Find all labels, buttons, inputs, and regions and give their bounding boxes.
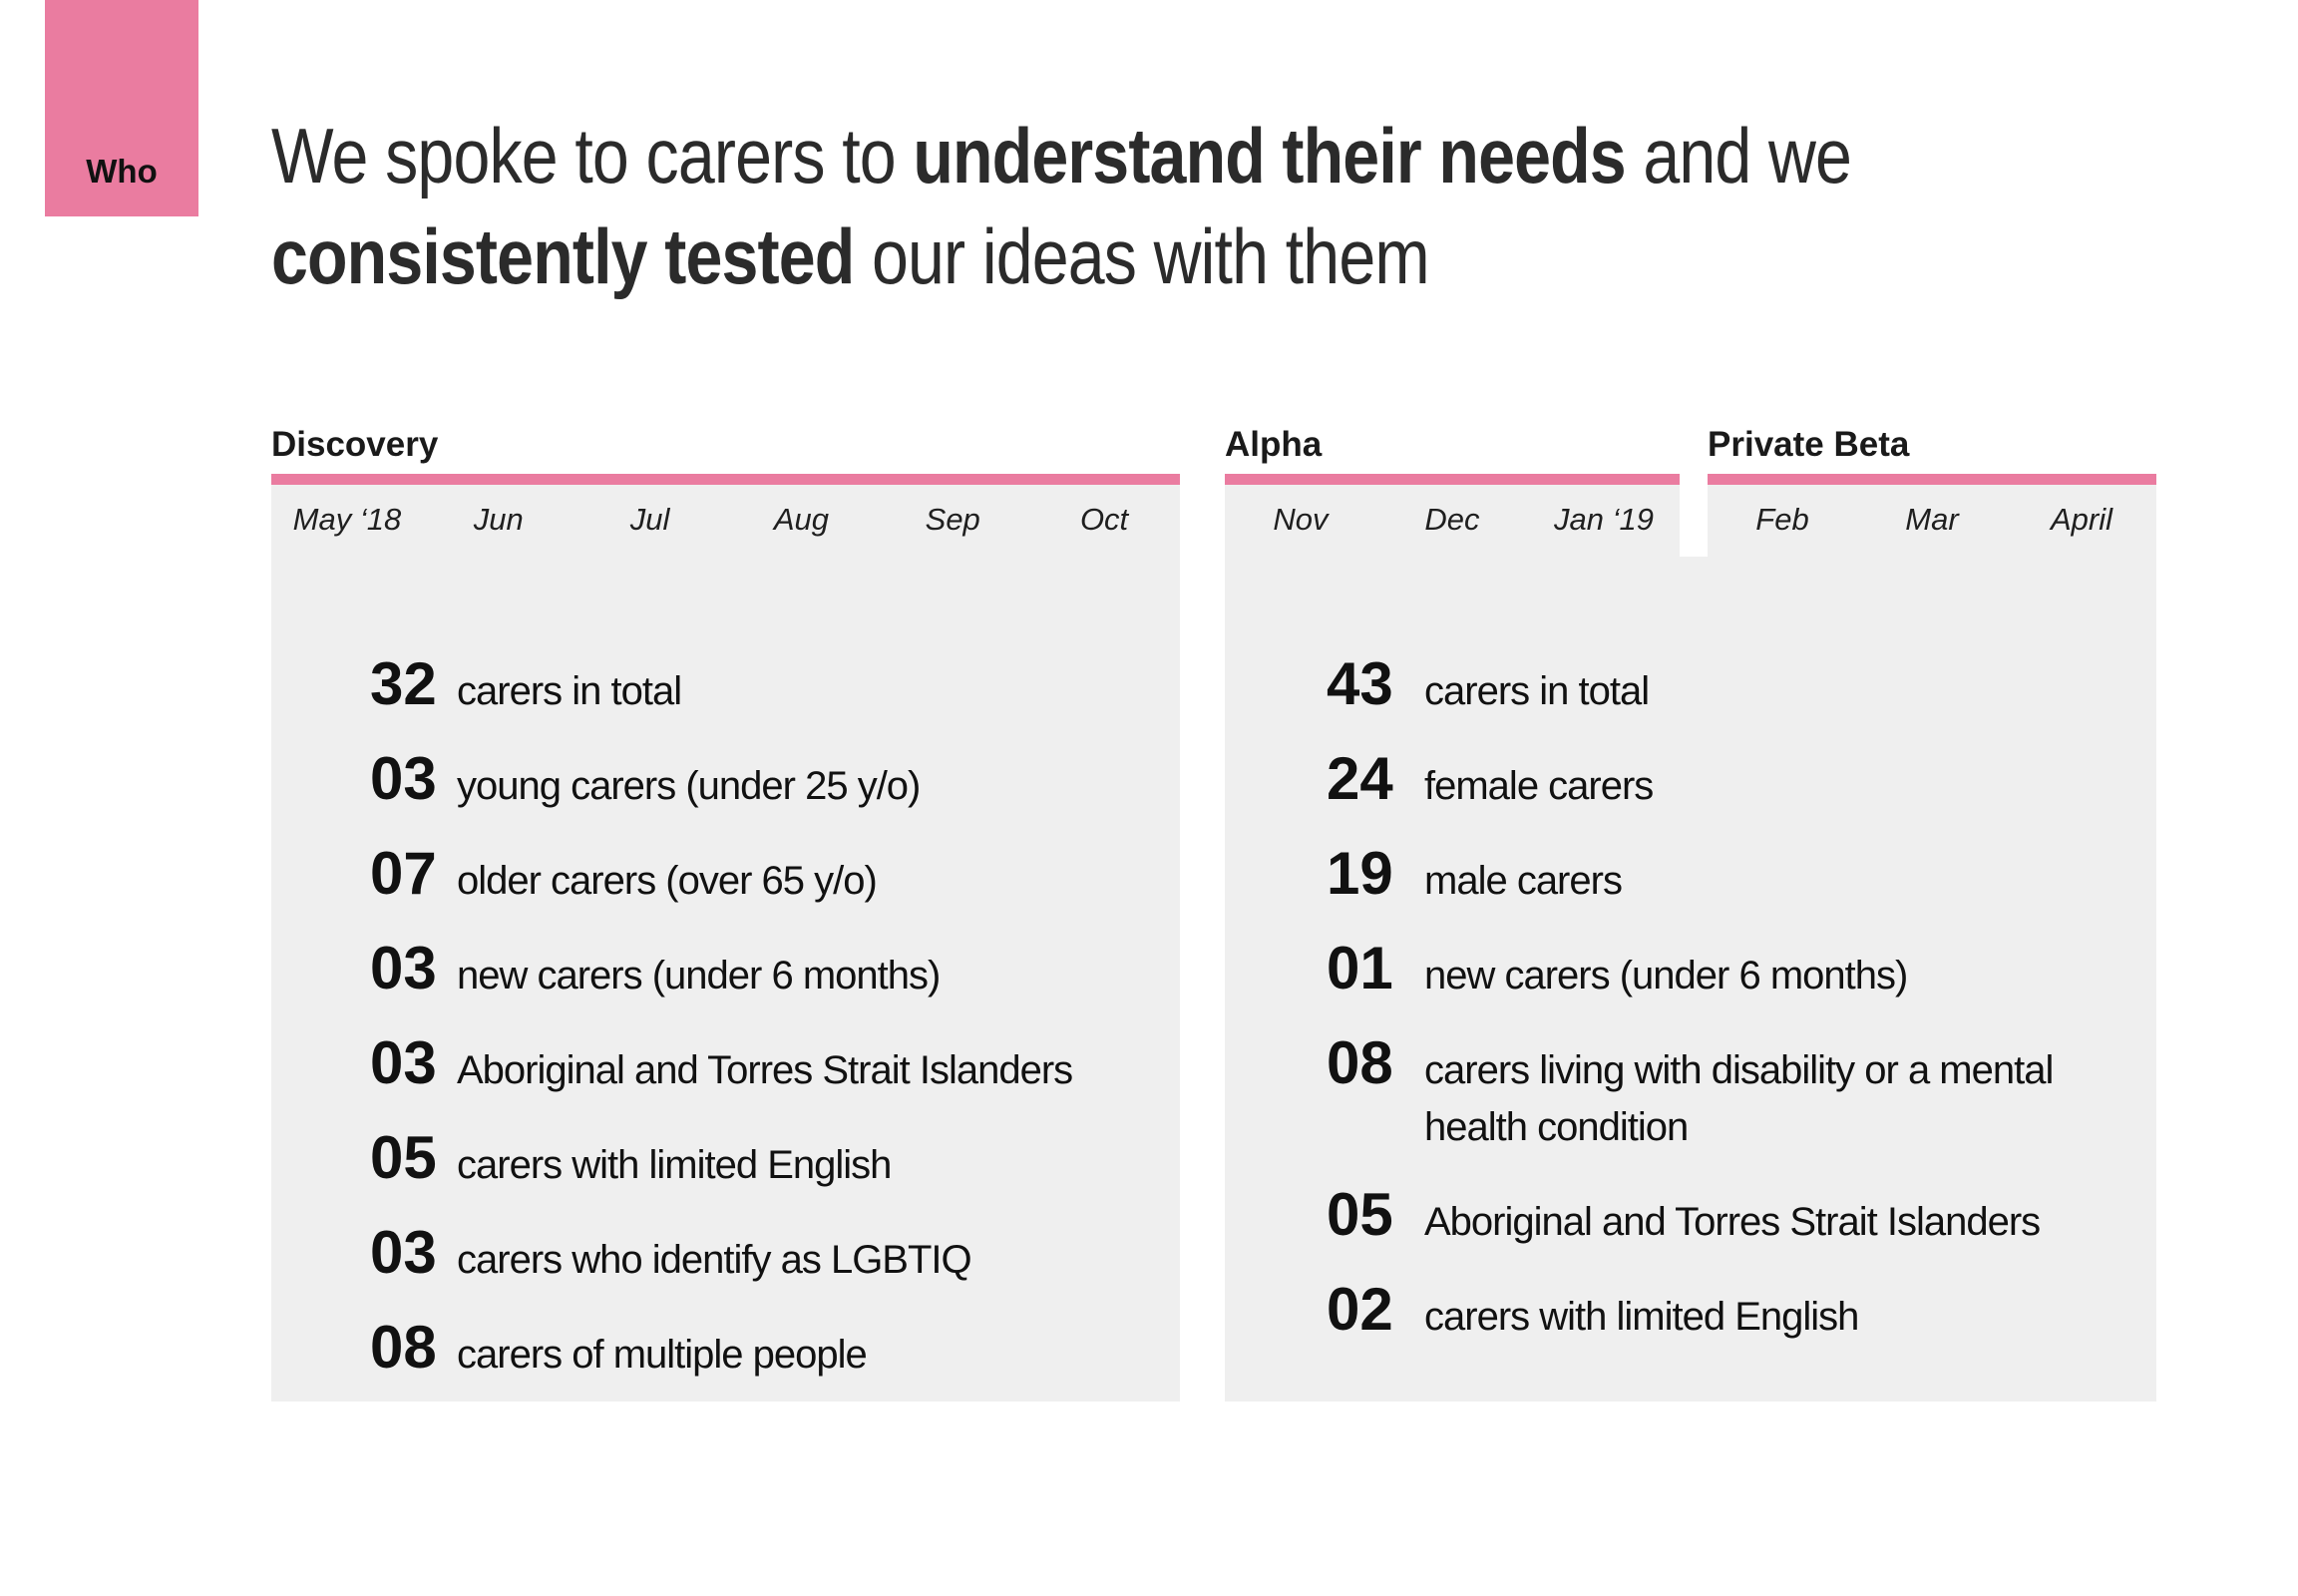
stat-row bbox=[1225, 650, 2156, 720]
stat-number: 43 bbox=[1327, 650, 1393, 717]
stat-number: 07 bbox=[370, 840, 437, 907]
stat-row bbox=[271, 1029, 1180, 1099]
alpha-beta-months-row bbox=[1225, 485, 2156, 557]
private-beta-months bbox=[1708, 485, 2156, 538]
who-tab-label: Who bbox=[86, 153, 158, 190]
stat-label: carers in total bbox=[1424, 669, 1650, 713]
stat-label: female carers bbox=[1424, 764, 1654, 808]
stat-label: carers of multiple people bbox=[457, 1333, 867, 1377]
stat-row bbox=[271, 840, 1180, 910]
phase-label-private-beta: Private Beta bbox=[1708, 425, 1910, 464]
month-label: April bbox=[2050, 502, 2112, 537]
stat-row bbox=[271, 1314, 1180, 1384]
stat-number: 03 bbox=[370, 745, 437, 812]
stat-label: new carers (under 6 months) bbox=[457, 954, 941, 998]
discovery-bar-row bbox=[271, 474, 1180, 485]
stat-label: new carers (under 6 months) bbox=[1424, 954, 1908, 998]
month-label: Aug bbox=[773, 502, 829, 537]
private-beta-months-strip bbox=[1708, 485, 2156, 557]
stat-label: carers with limited English bbox=[1424, 1295, 1859, 1339]
discovery-stats bbox=[271, 557, 1180, 1384]
alpha-months-strip bbox=[1225, 485, 1680, 557]
stat-label: male carers bbox=[1424, 859, 1622, 903]
month-label: Sep bbox=[925, 502, 980, 537]
alpha-beta-stats bbox=[1225, 557, 2156, 1346]
title-segment-bold: consistently tested bbox=[271, 212, 855, 300]
stat-number: 03 bbox=[370, 1219, 437, 1286]
stat-row bbox=[271, 935, 1180, 1004]
stat-row bbox=[1225, 745, 2156, 815]
page-title bbox=[271, 106, 2166, 307]
title-segment: our ideas with them bbox=[854, 212, 1429, 300]
stat-row bbox=[271, 1124, 1180, 1194]
stat-number: 32 bbox=[370, 650, 437, 717]
phase-label-discovery: Discovery bbox=[271, 425, 439, 464]
discovery-body bbox=[271, 485, 1180, 1401]
stat-label: carers with limited English bbox=[457, 1143, 892, 1187]
stat-row bbox=[1225, 1276, 2156, 1346]
discovery-label-row bbox=[271, 427, 1180, 474]
phase-label-alpha: Alpha bbox=[1225, 425, 1323, 464]
month-label: Jul bbox=[629, 502, 670, 537]
stat-row bbox=[271, 745, 1180, 815]
month-label: Dec bbox=[1424, 502, 1480, 537]
month-label: Mar bbox=[1905, 502, 1959, 537]
title-segment-bold: understand their needs bbox=[913, 112, 1626, 200]
title-line-1 bbox=[271, 106, 1882, 206]
stat-label: carers who identify as LGBTIQ bbox=[457, 1238, 971, 1282]
who-tab bbox=[45, 0, 198, 216]
month-label: Jan ‘19 bbox=[1554, 502, 1654, 537]
alpha-beta-bar-row bbox=[1225, 474, 2156, 485]
stat-row bbox=[1225, 1029, 2156, 1156]
stat-label: young carers (under 25 y/o) bbox=[457, 764, 921, 808]
alpha-label-cell bbox=[1225, 425, 1708, 465]
stat-number: 08 bbox=[1327, 1029, 1393, 1096]
stat-row bbox=[1225, 1181, 2156, 1251]
alpha-beta-label-row bbox=[1225, 427, 2156, 474]
month-label: Nov bbox=[1273, 502, 1329, 537]
private-beta-phase-bar bbox=[1708, 474, 2156, 485]
stat-row bbox=[271, 1219, 1180, 1289]
alpha-months bbox=[1225, 485, 1680, 538]
stat-number: 03 bbox=[370, 935, 437, 1001]
stat-label: Aboriginal and Torres Strait Islanders bbox=[1424, 1200, 2041, 1244]
discovery-months bbox=[271, 485, 1180, 557]
stat-label: Aboriginal and Torres Strait Islanders bbox=[457, 1048, 1073, 1092]
month-label: Oct bbox=[1079, 502, 1129, 537]
stat-number: 02 bbox=[1327, 1276, 1393, 1343]
private-beta-label-cell bbox=[1708, 425, 2156, 465]
stat-label: older carers (over 65 y/o) bbox=[457, 859, 877, 903]
title-line-2 bbox=[271, 206, 1882, 307]
stat-number: 24 bbox=[1327, 745, 1393, 812]
stat-number: 05 bbox=[1327, 1181, 1393, 1248]
month-label: May ‘18 bbox=[292, 502, 402, 537]
month-label: Jun bbox=[473, 502, 524, 537]
title-segment: and we bbox=[1625, 112, 1852, 200]
month-label: Feb bbox=[1755, 502, 1809, 537]
discovery-phase-bar bbox=[271, 474, 1180, 485]
panel-gap bbox=[1680, 485, 1708, 557]
stat-number: 19 bbox=[1327, 840, 1393, 907]
title-segment: We spoke to carers to bbox=[271, 112, 914, 200]
stat-row bbox=[1225, 935, 2156, 1004]
stat-label: carers living with disability or a mental health condition bbox=[1424, 1048, 2054, 1149]
stat-number: 01 bbox=[1327, 935, 1393, 1001]
stat-label: carers in total bbox=[457, 669, 682, 713]
stat-row bbox=[271, 650, 1180, 720]
stat-number: 03 bbox=[370, 1029, 437, 1096]
alpha-private-beta-panel bbox=[1225, 427, 2156, 1401]
stat-number: 05 bbox=[370, 1124, 437, 1191]
stat-number: 08 bbox=[370, 1314, 437, 1381]
alpha-beta-body bbox=[1225, 557, 2156, 1401]
discovery-panel bbox=[271, 427, 1180, 1401]
alpha-phase-bar bbox=[1225, 474, 1680, 485]
panel-gap bbox=[1680, 474, 1708, 485]
stat-row bbox=[1225, 840, 2156, 910]
